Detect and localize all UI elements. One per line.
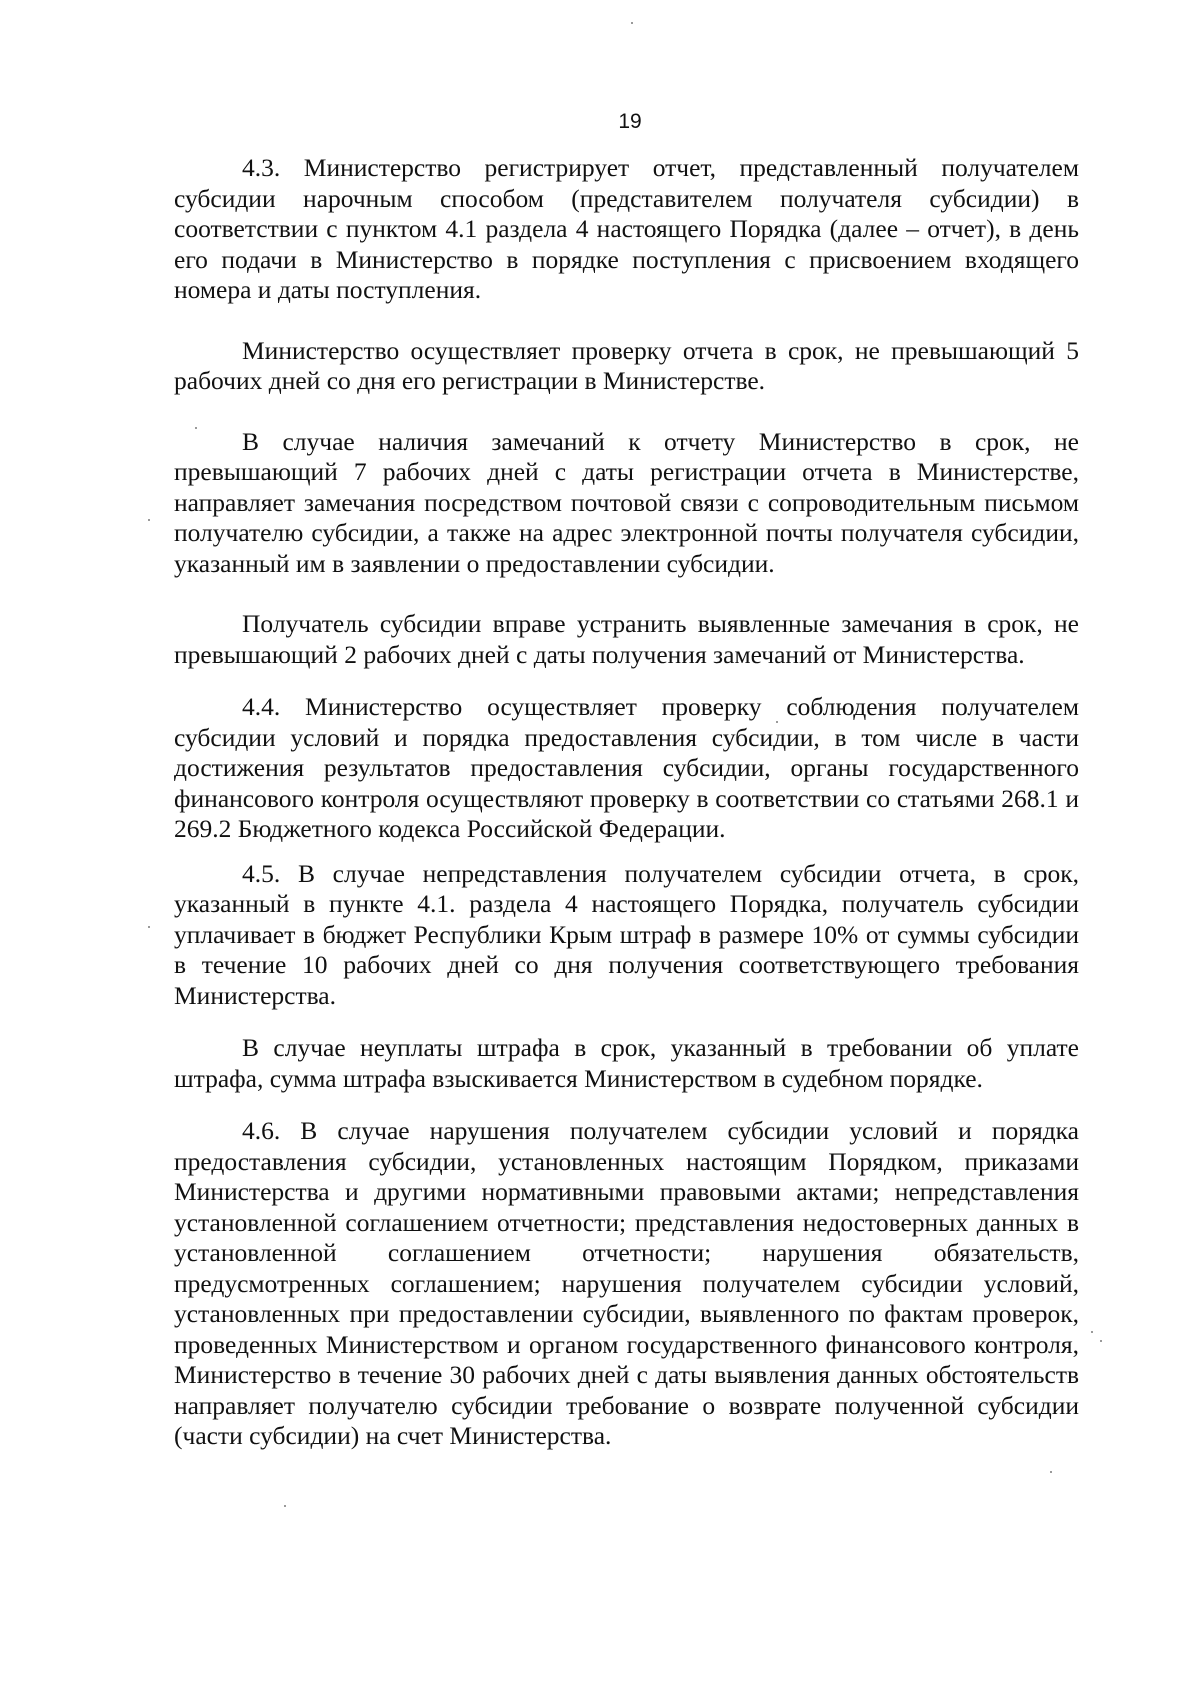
paragraph-4-3: 4.3. Министерство регистрирует отчет, представленный получателем субсидии нарочным способом (представителем получателя субсидии) в соответствии с пунктом 4.1 раздела 4 настоящего Порядка (далее – отчет), в день его подачи в Министерство в порядке поступления с присвоением входящего номера и даты поступления. <box>174 153 1079 304</box>
scan-speck <box>776 721 778 723</box>
scan-speck <box>631 22 633 24</box>
paragraph-4-6: 4.6. В случае нарушения получателем субсидии условий и порядка предоставления субсидии, установленных настоящим Порядком, приказами Министерства и другими нормативными правовыми актами; непредставления установленной соглашением отчетности; представления недостоверных данных в установленной соглашением отчетности; нарушения обязательств, предусмотренных соглашением; нарушения получателем субсидии условий, установленных при предоставлении субсидии, выявленного по фактам проверок, проведенных Министерством и органом государственного финансового контроля, Министерство в течение 30 рабочих дней с даты выявления данных обстоятельств направляет получателю субсидии требование о возврате полученной субсидии (части субсидии) на счет Министерства. <box>174 1116 1079 1450</box>
paragraph-remarks: В случае наличия замечаний к отчету Министерство в срок, не превышающий 7 рабочих дней с даты регистрации отчета в Министерстве, направляет замечания посредством почтовой связи с сопроводительным письмом получателю субсидии, а также на адрес электронной почты получателя субсидии, указанный им в заявлении о предоставлении субсидии. <box>174 426 1079 578</box>
paragraph-fine-recovery: В случае неуплаты штрафа в срок, указанный в требовании об уплате штрафа, сумма штрафа взыскивается Министерством в судебном порядке. <box>174 1033 1079 1093</box>
paragraph-review-term: Министерство осуществляет проверку отчета в срок, не превышающий 5 рабочих дней со дня его регистрации в Министерстве. <box>174 335 1079 395</box>
document-body <box>174 153 1079 1452</box>
scan-speck <box>195 427 197 429</box>
paragraph-4-5: 4.5. В случае непредставления получателем субсидии отчета, в срок, указанный в пункте 4.1. раздела 4 настоящего Порядка, получатель субсидии уплачивает в бюджет Республики Крым штраф в размере 10% от суммы субсидии в течение 10 рабочих дней со дня получения соответствующего требования Министерства. <box>174 858 1079 1010</box>
scan-speck <box>148 519 150 521</box>
paragraph-remarks-correction: Получатель субсидии вправе устранить выявленные замечания в срок, не превышающий 2 рабочих дней с даты получения замечаний от Министерства. <box>174 609 1079 669</box>
scan-speck <box>1091 1331 1093 1333</box>
scan-speck <box>1050 1471 1052 1473</box>
page-number: 19 <box>618 110 642 133</box>
paragraph-4-4: 4.4. Министерство осуществляет проверку соблюдения получателем субсидии условий и порядка предоставления субсидии, в том числе в части достижения результатов предоставления субсидии, органы государственного финансового контроля осуществляют проверку в соответствии со статьями 268.1 и 269.2 Бюджетного кодекса Российской Федерации. <box>174 692 1079 843</box>
scan-speck <box>284 1505 286 1507</box>
scan-speck <box>1100 1340 1102 1342</box>
scan-speck <box>148 926 150 928</box>
